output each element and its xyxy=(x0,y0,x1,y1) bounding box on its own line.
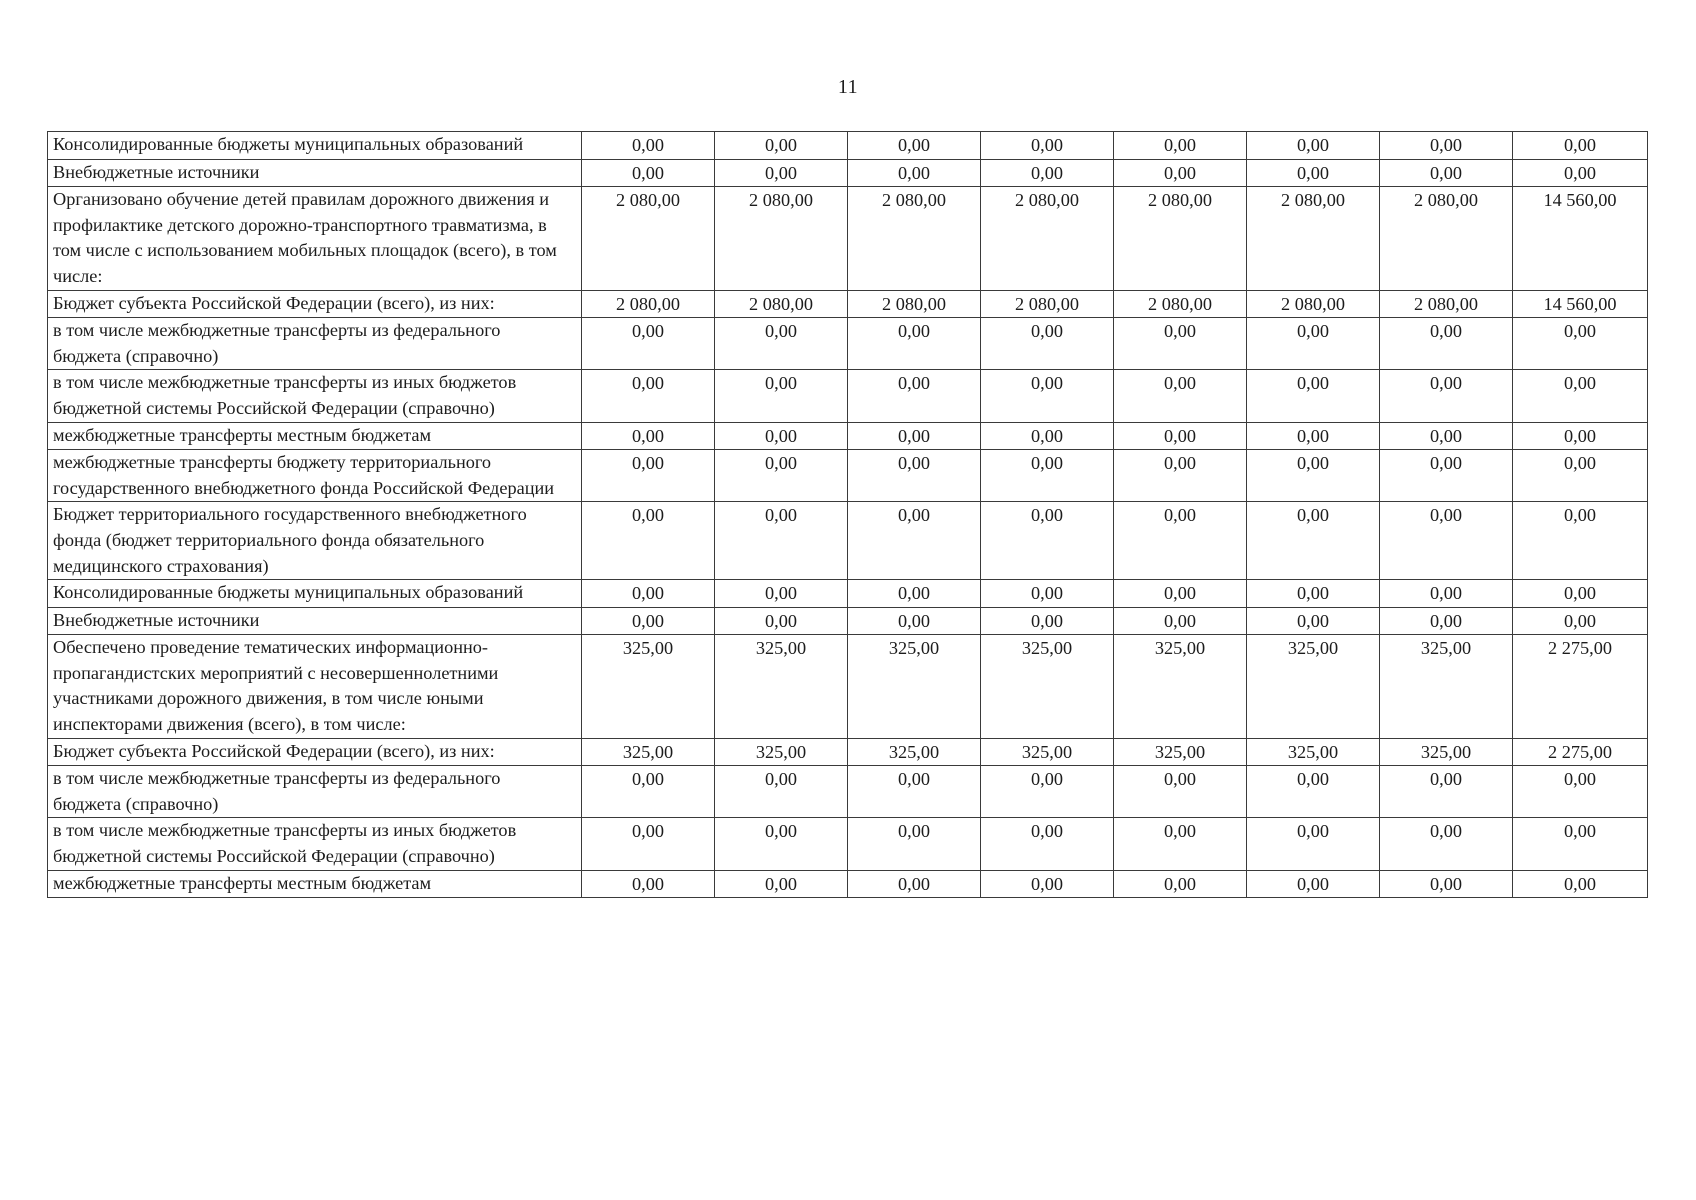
value-cell: 0,00 xyxy=(848,607,981,635)
value-cell: 0,00 xyxy=(1114,818,1247,870)
row-label: в том числе межбюджетные трансферты из иных бюджетов бюджетной системы Российской Федерации (справочно) xyxy=(48,818,582,870)
value-cell: 0,00 xyxy=(715,318,848,370)
value-cell: 0,00 xyxy=(848,818,981,870)
value-cell: 325,00 xyxy=(1380,738,1513,766)
value-cell: 2 080,00 xyxy=(715,187,848,290)
value-cell: 0,00 xyxy=(582,450,715,502)
value-cell: 2 080,00 xyxy=(848,290,981,318)
value-cell: 0,00 xyxy=(1380,580,1513,608)
value-cell: 0,00 xyxy=(1114,132,1247,160)
row-label: Организовано обучение детей правилам дорожного движения и профилактике детского дорожно-транспортного травматизма, в том числе с использованием мобильных площадок (всего), в том числе: xyxy=(48,187,582,290)
value-cell: 0,00 xyxy=(1247,370,1380,422)
value-cell: 0,00 xyxy=(582,580,715,608)
value-cell: 0,00 xyxy=(981,502,1114,580)
table-row xyxy=(48,738,1648,766)
value-cell: 0,00 xyxy=(1380,766,1513,818)
value-cell: 0,00 xyxy=(981,450,1114,502)
value-cell: 0,00 xyxy=(848,318,981,370)
value-cell: 0,00 xyxy=(1114,870,1247,898)
table-row xyxy=(48,635,1648,738)
total-cell: 2 275,00 xyxy=(1513,738,1648,766)
value-cell: 325,00 xyxy=(1380,635,1513,738)
value-cell: 0,00 xyxy=(981,422,1114,450)
value-cell: 0,00 xyxy=(715,159,848,187)
value-cell: 2 080,00 xyxy=(1114,290,1247,318)
value-cell: 325,00 xyxy=(582,738,715,766)
value-cell: 2 080,00 xyxy=(848,187,981,290)
value-cell: 2 080,00 xyxy=(981,187,1114,290)
value-cell: 0,00 xyxy=(981,870,1114,898)
value-cell: 0,00 xyxy=(848,580,981,608)
table-row xyxy=(48,290,1648,318)
value-cell: 0,00 xyxy=(848,766,981,818)
total-cell: 0,00 xyxy=(1513,318,1648,370)
value-cell: 2 080,00 xyxy=(715,290,848,318)
value-cell: 0,00 xyxy=(1380,818,1513,870)
total-cell: 0,00 xyxy=(1513,370,1648,422)
table-row xyxy=(48,502,1648,580)
value-cell: 0,00 xyxy=(582,607,715,635)
value-cell: 325,00 xyxy=(848,738,981,766)
row-label: межбюджетные трансферты местным бюджетам xyxy=(48,870,582,898)
row-label: Бюджет субъекта Российской Федерации (всего), из них: xyxy=(48,290,582,318)
value-cell: 0,00 xyxy=(1380,607,1513,635)
budget-table-body xyxy=(48,132,1648,898)
value-cell: 0,00 xyxy=(582,766,715,818)
row-label: Бюджет территориального государственного внебюджетного фонда (бюджет территориального фонда обязательного медицинского страхования) xyxy=(48,502,582,580)
value-cell: 0,00 xyxy=(582,818,715,870)
value-cell: 325,00 xyxy=(1247,738,1380,766)
page-number: 11 xyxy=(837,76,859,98)
value-cell: 0,00 xyxy=(1114,159,1247,187)
value-cell: 0,00 xyxy=(1380,450,1513,502)
value-cell: 0,00 xyxy=(848,502,981,580)
table-row xyxy=(48,870,1648,898)
value-cell: 0,00 xyxy=(1114,580,1247,608)
total-cell: 0,00 xyxy=(1513,159,1648,187)
row-label: в том числе межбюджетные трансферты из федерального бюджета (справочно) xyxy=(48,766,582,818)
value-cell: 0,00 xyxy=(848,422,981,450)
table-row xyxy=(48,766,1648,818)
value-cell: 0,00 xyxy=(1247,766,1380,818)
value-cell: 0,00 xyxy=(715,502,848,580)
value-cell: 0,00 xyxy=(1114,766,1247,818)
value-cell: 0,00 xyxy=(1380,370,1513,422)
value-cell: 0,00 xyxy=(582,318,715,370)
value-cell: 325,00 xyxy=(715,635,848,738)
value-cell: 0,00 xyxy=(1380,422,1513,450)
value-cell: 0,00 xyxy=(848,132,981,160)
value-cell: 0,00 xyxy=(715,422,848,450)
value-cell: 2 080,00 xyxy=(1380,187,1513,290)
total-cell: 0,00 xyxy=(1513,870,1648,898)
value-cell: 0,00 xyxy=(1114,318,1247,370)
value-cell: 0,00 xyxy=(1247,318,1380,370)
total-cell: 0,00 xyxy=(1513,422,1648,450)
value-cell: 0,00 xyxy=(1114,422,1247,450)
value-cell: 0,00 xyxy=(715,370,848,422)
value-cell: 0,00 xyxy=(1114,502,1247,580)
value-cell: 325,00 xyxy=(981,635,1114,738)
table-row xyxy=(48,318,1648,370)
value-cell: 0,00 xyxy=(1247,818,1380,870)
value-cell: 0,00 xyxy=(715,766,848,818)
total-cell: 0,00 xyxy=(1513,450,1648,502)
budget-table xyxy=(47,131,1648,898)
value-cell: 0,00 xyxy=(981,132,1114,160)
value-cell: 0,00 xyxy=(582,502,715,580)
value-cell: 0,00 xyxy=(848,870,981,898)
value-cell: 0,00 xyxy=(715,132,848,160)
value-cell: 0,00 xyxy=(1247,450,1380,502)
value-cell: 0,00 xyxy=(1380,159,1513,187)
total-cell: 0,00 xyxy=(1513,580,1648,608)
row-label: в том числе межбюджетные трансферты из федерального бюджета (справочно) xyxy=(48,318,582,370)
value-cell: 0,00 xyxy=(1247,132,1380,160)
value-cell: 0,00 xyxy=(981,318,1114,370)
value-cell: 0,00 xyxy=(981,607,1114,635)
row-label: межбюджетные трансферты бюджету территориального государственного внебюджетного фонда Российской Федерации xyxy=(48,450,582,502)
total-cell: 0,00 xyxy=(1513,766,1648,818)
row-label: Обеспечено проведение тематических информационно-пропагандистских мероприятий с несовершеннолетними участниками дорожного движения, в том числе юными инспекторами движения (всего), в том числе: xyxy=(48,635,582,738)
table-row xyxy=(48,580,1648,608)
value-cell: 0,00 xyxy=(1247,159,1380,187)
row-label: Внебюджетные источники xyxy=(48,159,582,187)
table-row xyxy=(48,422,1648,450)
total-cell: 0,00 xyxy=(1513,502,1648,580)
value-cell: 0,00 xyxy=(715,450,848,502)
row-label: Внебюджетные источники xyxy=(48,607,582,635)
table-row xyxy=(48,159,1648,187)
value-cell: 0,00 xyxy=(715,870,848,898)
value-cell: 2 080,00 xyxy=(582,290,715,318)
value-cell: 0,00 xyxy=(848,450,981,502)
total-cell: 0,00 xyxy=(1513,818,1648,870)
value-cell: 0,00 xyxy=(715,580,848,608)
value-cell: 0,00 xyxy=(582,422,715,450)
table-row xyxy=(48,370,1648,422)
value-cell: 0,00 xyxy=(582,870,715,898)
value-cell: 0,00 xyxy=(981,159,1114,187)
value-cell: 0,00 xyxy=(1380,132,1513,160)
total-cell: 0,00 xyxy=(1513,132,1648,160)
value-cell: 0,00 xyxy=(1247,607,1380,635)
value-cell: 325,00 xyxy=(1114,738,1247,766)
table-row xyxy=(48,607,1648,635)
table-row xyxy=(48,132,1648,160)
value-cell: 0,00 xyxy=(1114,370,1247,422)
value-cell: 0,00 xyxy=(1247,502,1380,580)
value-cell: 0,00 xyxy=(1247,422,1380,450)
value-cell: 0,00 xyxy=(981,818,1114,870)
value-cell: 0,00 xyxy=(848,159,981,187)
table-row xyxy=(48,187,1648,290)
value-cell: 0,00 xyxy=(582,159,715,187)
value-cell: 2 080,00 xyxy=(1114,187,1247,290)
value-cell: 2 080,00 xyxy=(1247,290,1380,318)
value-cell: 0,00 xyxy=(981,370,1114,422)
value-cell: 325,00 xyxy=(981,738,1114,766)
total-cell: 14 560,00 xyxy=(1513,290,1648,318)
value-cell: 0,00 xyxy=(582,132,715,160)
value-cell: 0,00 xyxy=(981,580,1114,608)
value-cell: 2 080,00 xyxy=(981,290,1114,318)
total-cell: 2 275,00 xyxy=(1513,635,1648,738)
value-cell: 2 080,00 xyxy=(1380,290,1513,318)
value-cell: 0,00 xyxy=(1380,502,1513,580)
value-cell: 0,00 xyxy=(1114,450,1247,502)
row-label: Консолидированные бюджеты муниципальных образований xyxy=(48,132,582,160)
value-cell: 0,00 xyxy=(1380,870,1513,898)
table-row xyxy=(48,450,1648,502)
value-cell: 0,00 xyxy=(1380,318,1513,370)
value-cell: 325,00 xyxy=(1114,635,1247,738)
row-label: Консолидированные бюджеты муниципальных образований xyxy=(48,580,582,608)
table-row xyxy=(48,818,1648,870)
value-cell: 0,00 xyxy=(1247,870,1380,898)
row-label: Бюджет субъекта Российской Федерации (всего), из них: xyxy=(48,738,582,766)
value-cell: 0,00 xyxy=(1114,607,1247,635)
value-cell: 0,00 xyxy=(715,607,848,635)
value-cell: 0,00 xyxy=(1247,580,1380,608)
value-cell: 0,00 xyxy=(582,370,715,422)
row-label: межбюджетные трансферты местным бюджетам xyxy=(48,422,582,450)
value-cell: 2 080,00 xyxy=(582,187,715,290)
value-cell: 325,00 xyxy=(582,635,715,738)
total-cell: 14 560,00 xyxy=(1513,187,1648,290)
value-cell: 325,00 xyxy=(848,635,981,738)
value-cell: 0,00 xyxy=(848,370,981,422)
value-cell: 325,00 xyxy=(1247,635,1380,738)
value-cell: 0,00 xyxy=(981,766,1114,818)
value-cell: 2 080,00 xyxy=(1247,187,1380,290)
value-cell: 325,00 xyxy=(715,738,848,766)
row-label: в том числе межбюджетные трансферты из иных бюджетов бюджетной системы Российской Федерации (справочно) xyxy=(48,370,582,422)
total-cell: 0,00 xyxy=(1513,607,1648,635)
value-cell: 0,00 xyxy=(715,818,848,870)
